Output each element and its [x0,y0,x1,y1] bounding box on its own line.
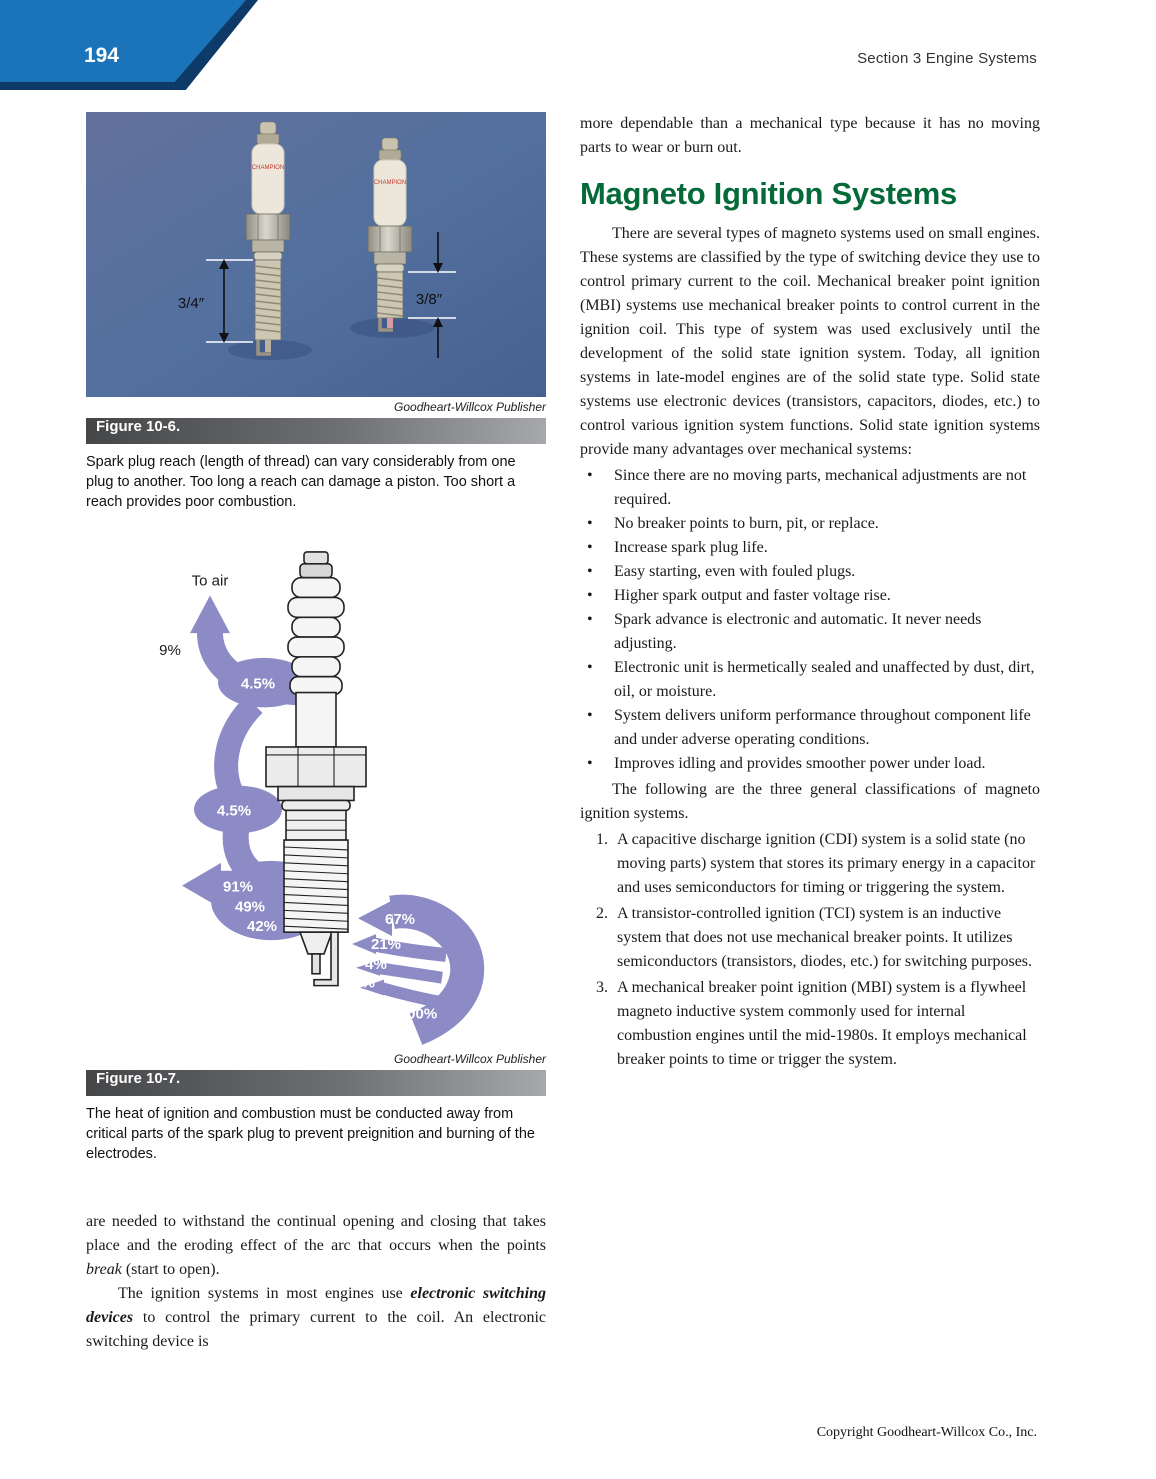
label-91pct: 91% [223,878,253,896]
section-header: Section 3 Engine Systems [857,50,1037,67]
list-item: • Spark advance is electronic and automatic. It never needs adjusting. [580,608,1040,656]
list-number: 3. [596,979,608,996]
list-number: 1. [596,831,608,848]
label-100pct: 100% [398,1005,438,1023]
figure-10-6-bar: Figure 10-6. [86,418,546,444]
spark-plug-photo [86,112,546,397]
label-three-quarter-inch: 3/4″ [177,295,205,312]
figure-10-6-credit: Goodheart-Willcox Publisher [394,400,546,414]
bullet-icon: • [587,515,593,532]
label-42pct: 42% [247,918,277,936]
content-columns [86,112,1040,1354]
list-item: • Improves idling and provides smoother power under load. [580,752,1040,776]
label-67pct: 67% [385,911,415,929]
paragraph-points-break [86,1210,546,1282]
list-item: • Increase spark plug life. [580,536,1040,560]
right-column [580,112,1040,1354]
bullet-icon: • [587,563,593,580]
photo-background [86,112,546,397]
bullet-icon: • [587,659,593,676]
paragraph-electronic-switching [86,1282,546,1354]
list-item: 2. A transistor-controlled ignition (TCI) system is an inductive system that does not use mechanical breaker points. It utilizes semiconductors (transistors, diodes, etc.) for switching purposes. [580,902,1040,974]
brand-label-right: CHAMPION [373,180,407,186]
heat-dissipation-diagram [86,544,546,1049]
italic-break: break [86,1261,122,1278]
advantages-bullet-list [580,464,1040,776]
figure-10-7-bar: Figure 10-7. [86,1070,546,1096]
header-corner-blue-shape [0,0,246,82]
bullet-icon: • [587,611,593,628]
list-item: • Electronic unit is hermetically sealed and unaffected by dust, dirt, oil, or moisture. [580,656,1040,704]
label-to-air: To air [191,572,229,590]
left-column-body-text [86,1210,546,1354]
label-8pct: 8% [353,974,375,992]
paragraph-classifications-intro: The following are the three general classifications of magneto ignition systems. [580,781,1040,822]
figure-10-7 [86,544,546,1164]
label-4-5pct-upper: 4.5% [240,675,276,693]
page-number: 194 [84,44,120,67]
label-21pct: 21% [371,936,401,953]
list-item: • System delivers uniform performance throughout component life and under adverse operating conditions. [580,704,1040,752]
list-item: • Easy starting, even with fouled plugs. [580,560,1040,584]
paragraph-text: The ignition systems in most engines use [118,1285,411,1302]
label-9pct: 9% [159,641,181,659]
paragraph-magneto-intro: There are several types of magneto systems used on small engines. These systems are classified by the type of switching device they use to control primary current to the coil. Mechanical breaker point ignition (MBI) systems use mechanical breaker points to control current in the ignition coil. This type of system was used exclusively until the development of the solid state ignition system. Today, all ignition systems in late-model engines are of the solid state type. Solid state systems use electronic devices (transistors, capacitors, diodes, etc.) to control various ignition system functions. Solid state ignition systems provide many advantages over mechanical systems: [580,225,1040,458]
bold-italic-term: electronic switching devices [86,1285,547,1326]
list-item: 3. A mechanical breaker point ignition (MBI) system is a flywheel magneto inductive system commonly used for internal combustion engines until the mid-1980s. It employs mechanical breaker points to time or trigger the system. [580,976,1040,1072]
bullet-icon: • [587,707,593,724]
list-item: • Since there are no moving parts, mechanical adjustments are not required. [580,464,1040,512]
copyright-notice: Copyright Goodheart-Willcox Co., Inc. [816,1425,1037,1440]
label-4-5pct-lower: 4.5% [216,802,252,820]
list-item: • No breaker points to burn, pit, or replace. [580,512,1040,536]
bullet-icon: • [587,587,593,604]
label-three-eighth-inch: 3/8″ [415,291,443,308]
figure-10-6-caption: Spark plug reach (length of thread) can vary considerably from one plug to another. Too long a reach can damage a piston. Too short a reach provides poor combustion. [86,454,516,510]
list-number: 2. [596,905,608,922]
bullet-icon: • [587,539,593,556]
figure-10-7-credit: Goodheart-Willcox Publisher [394,1052,546,1066]
bullet-icon: • [587,755,593,772]
list-item: • Higher spark output and faster voltage rise. [580,584,1040,608]
figure-10-6 [86,112,546,512]
brand-label-left: CHAMPION [251,165,285,171]
bullet-icon: • [587,467,593,484]
classifications-numbered-list [580,828,1040,1072]
paragraph-text: to control the primary current to the coil. An electronic switching device is [86,1309,546,1350]
paragraph-text: (start to open). [121,1261,220,1278]
section-heading-magneto-ignition: Magneto Ignition Systems [580,176,957,211]
label-49pct: 49% [235,898,265,916]
paragraph-continuation: more dependable than a mechanical type because it has no moving parts to wear or burn out. [580,115,1040,156]
paragraph-text: are needed to withstand the continual opening and closing that takes place and the eroding effect of the arc that occurs when the points [86,1213,546,1254]
figure-10-7-caption: The heat of ignition and combustion must be conducted away from critical parts of the spark plug to prevent preignition and burning of the electrodes. [86,1106,535,1162]
left-column [86,112,546,1354]
label-4pct: 4% [365,955,387,973]
list-item: 1. A capacitive discharge ignition (CDI) system is a solid state (no moving parts) system that stores its primary energy in a capacitor and uses semiconductors for timing or triggering the system. [580,828,1040,900]
